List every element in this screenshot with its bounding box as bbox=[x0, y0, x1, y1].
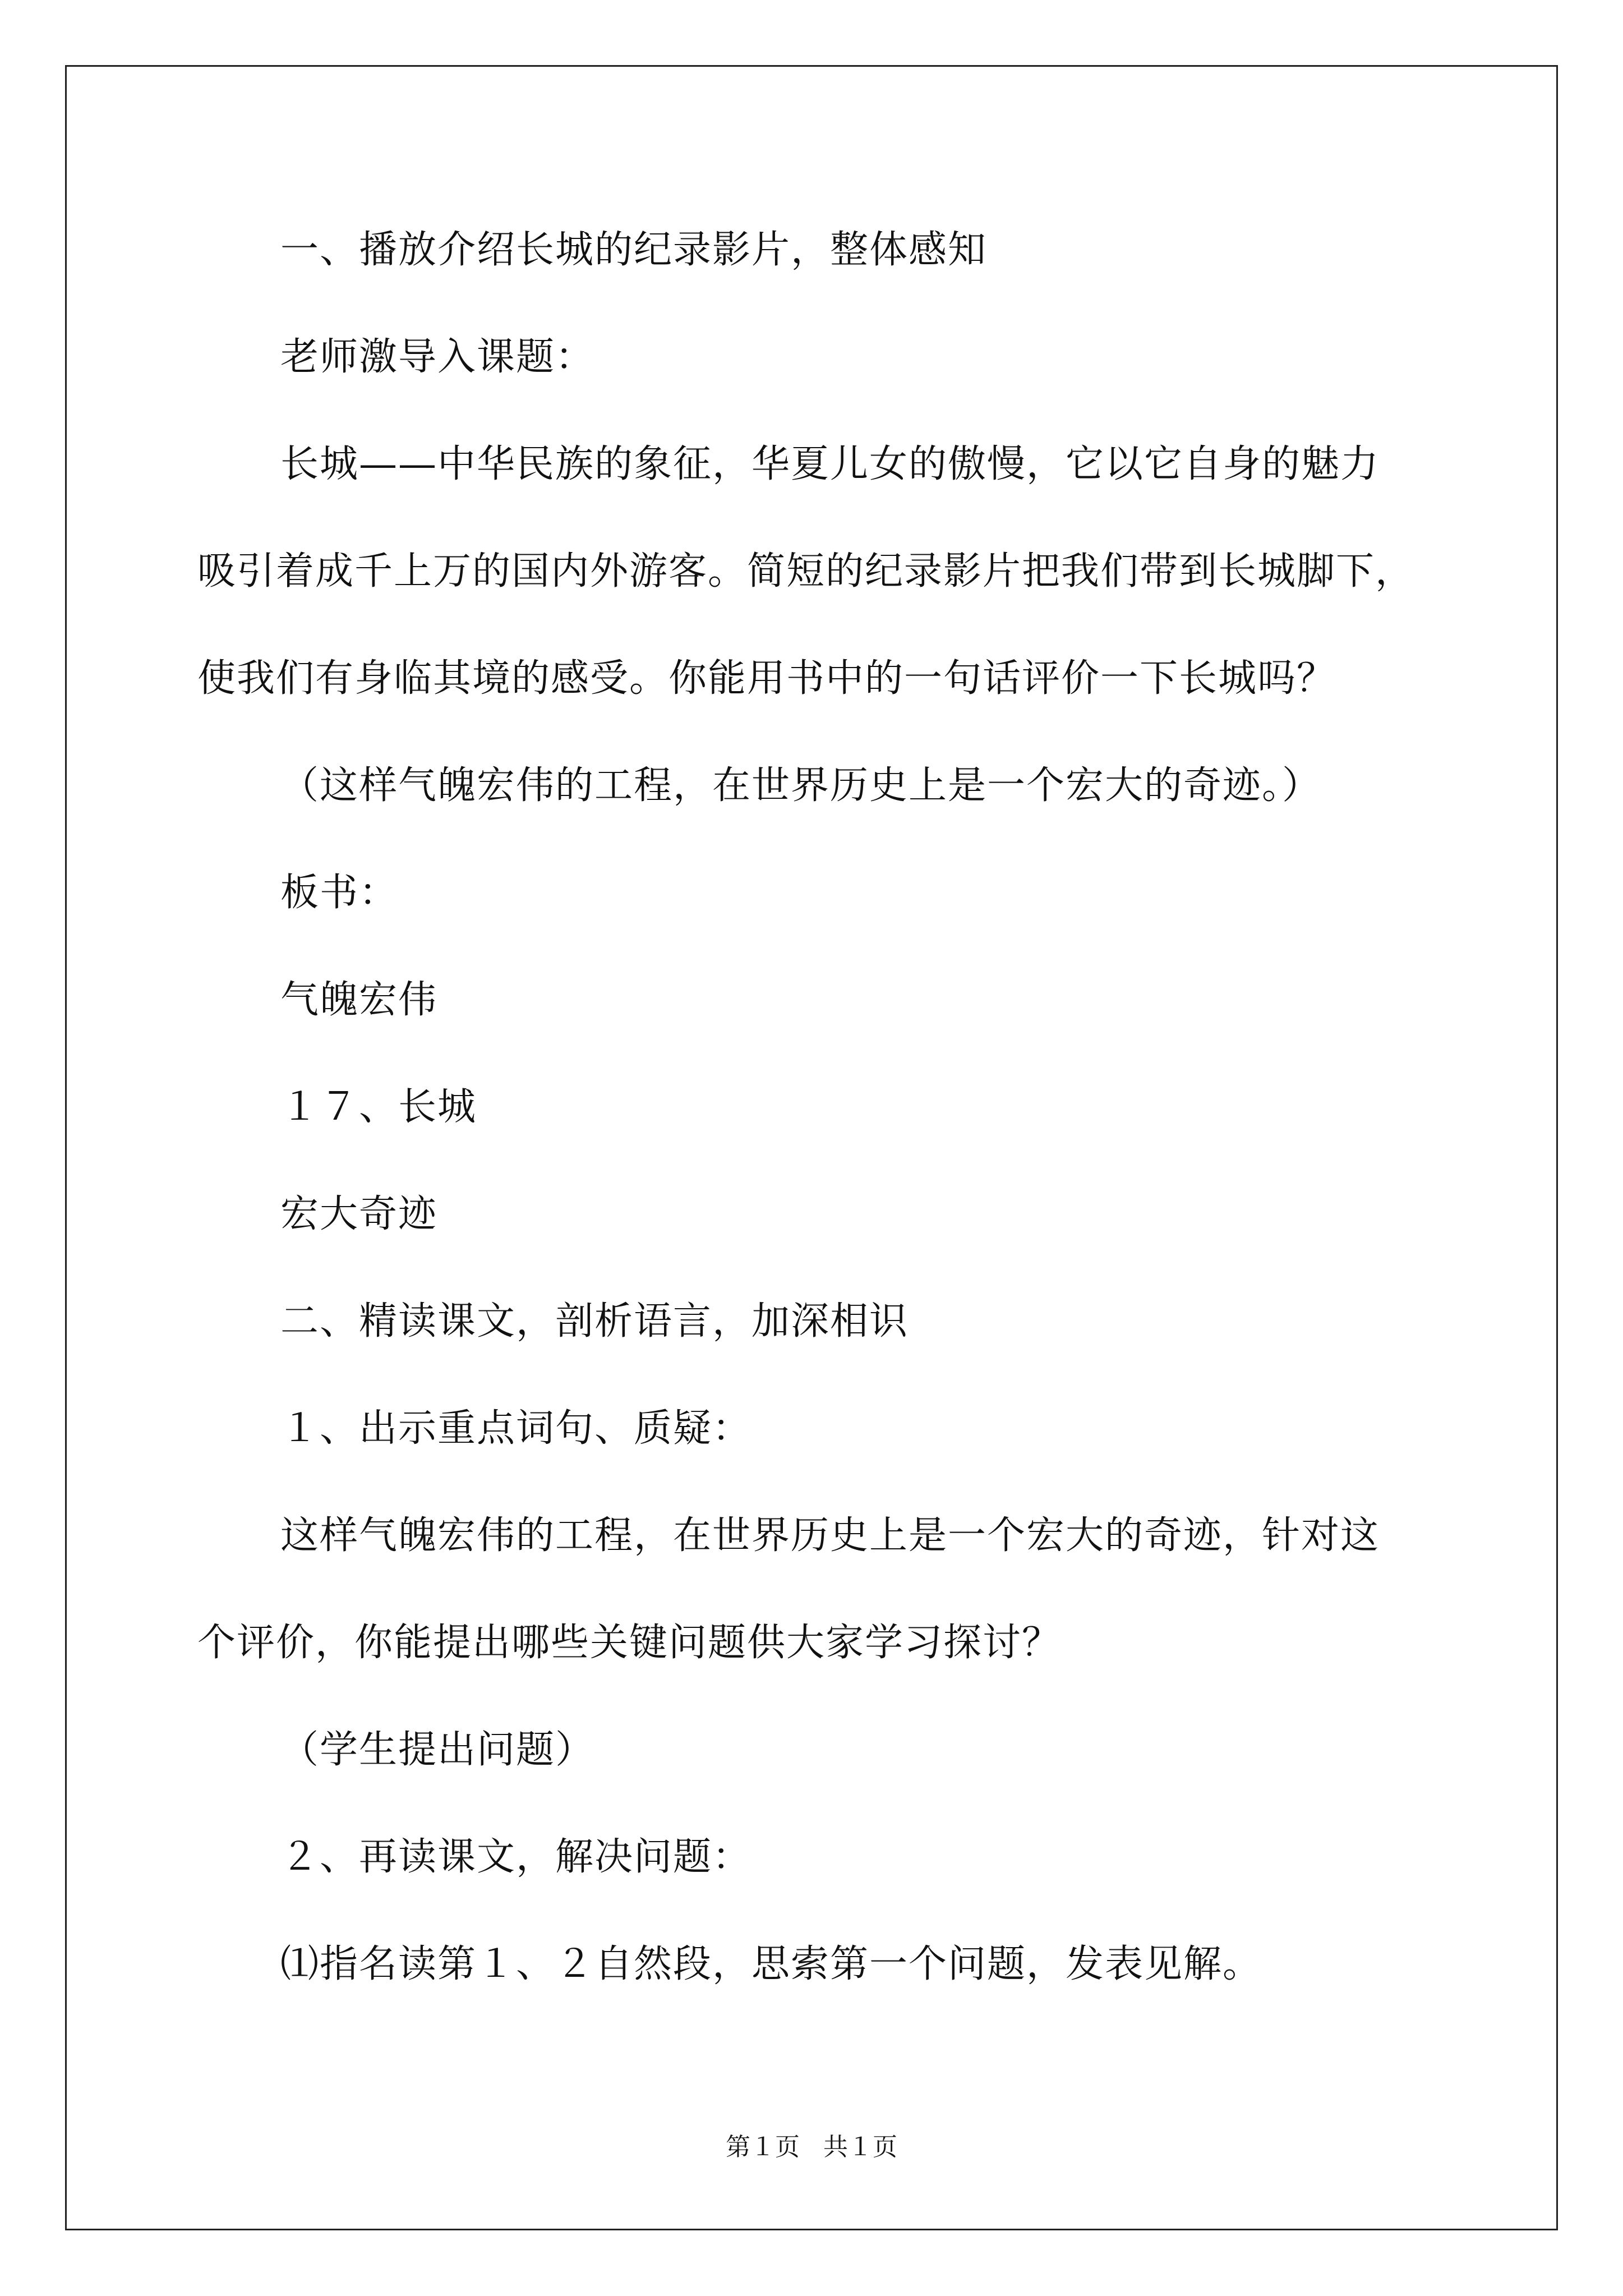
paragraph-line: 气魄宏伟 bbox=[280, 978, 438, 1022]
section-heading-1: 一、播放介绍长城的纪录影片，整体感知 bbox=[280, 228, 988, 272]
paragraph-line: 使我们有身临其境的感受。你能用书中的一句话评价一下长城吗？ bbox=[197, 656, 1336, 701]
section-heading-2: 二、精读课文，剖析语言，加深相识 bbox=[280, 1299, 909, 1343]
paragraph-line: １７、长城 bbox=[280, 1085, 477, 1129]
paragraph-line: ２、再读课文，解决问题： bbox=[280, 1835, 752, 1879]
paragraph-line: 板书： bbox=[280, 871, 399, 915]
paragraph-line: （这样气魄宏伟的工程，在世界历史上是一个宏大的奇迹。） bbox=[280, 763, 1322, 808]
page-number-current: 第１页 bbox=[726, 2133, 800, 2161]
paragraph-line: 吸引着成千上万的国内外游客。简短的纪录影片把我们带到长城脚下， bbox=[197, 549, 1415, 593]
paragraph-line: 长城——中华民族的象征，华夏儿女的傲慢，它以它自身的魅力 bbox=[280, 442, 1380, 486]
paragraph-line: 老师激导入课题： bbox=[280, 335, 595, 379]
page-footer bbox=[0, 2132, 1623, 2163]
paragraph-line: 个评价，你能提出哪些关键问题供大家学习探讨？ bbox=[197, 1621, 1062, 1665]
paragraph-line: 这样气魄宏伟的工程，在世界历史上是一个宏大的奇迹，针对这 bbox=[280, 1513, 1380, 1558]
paragraph-line: 宏大奇迹 bbox=[280, 1192, 438, 1236]
paragraph-line: １、出示重点词句、质疑： bbox=[280, 1406, 752, 1451]
paragraph-line: ⑴指名读第１、２自然段，思索第一个问题，发表见解。 bbox=[280, 1942, 1262, 1986]
page-border bbox=[65, 65, 1558, 2230]
page-number-total: 共１页 bbox=[823, 2133, 897, 2161]
paragraph-line: （学生提出问题） bbox=[280, 1728, 595, 1772]
